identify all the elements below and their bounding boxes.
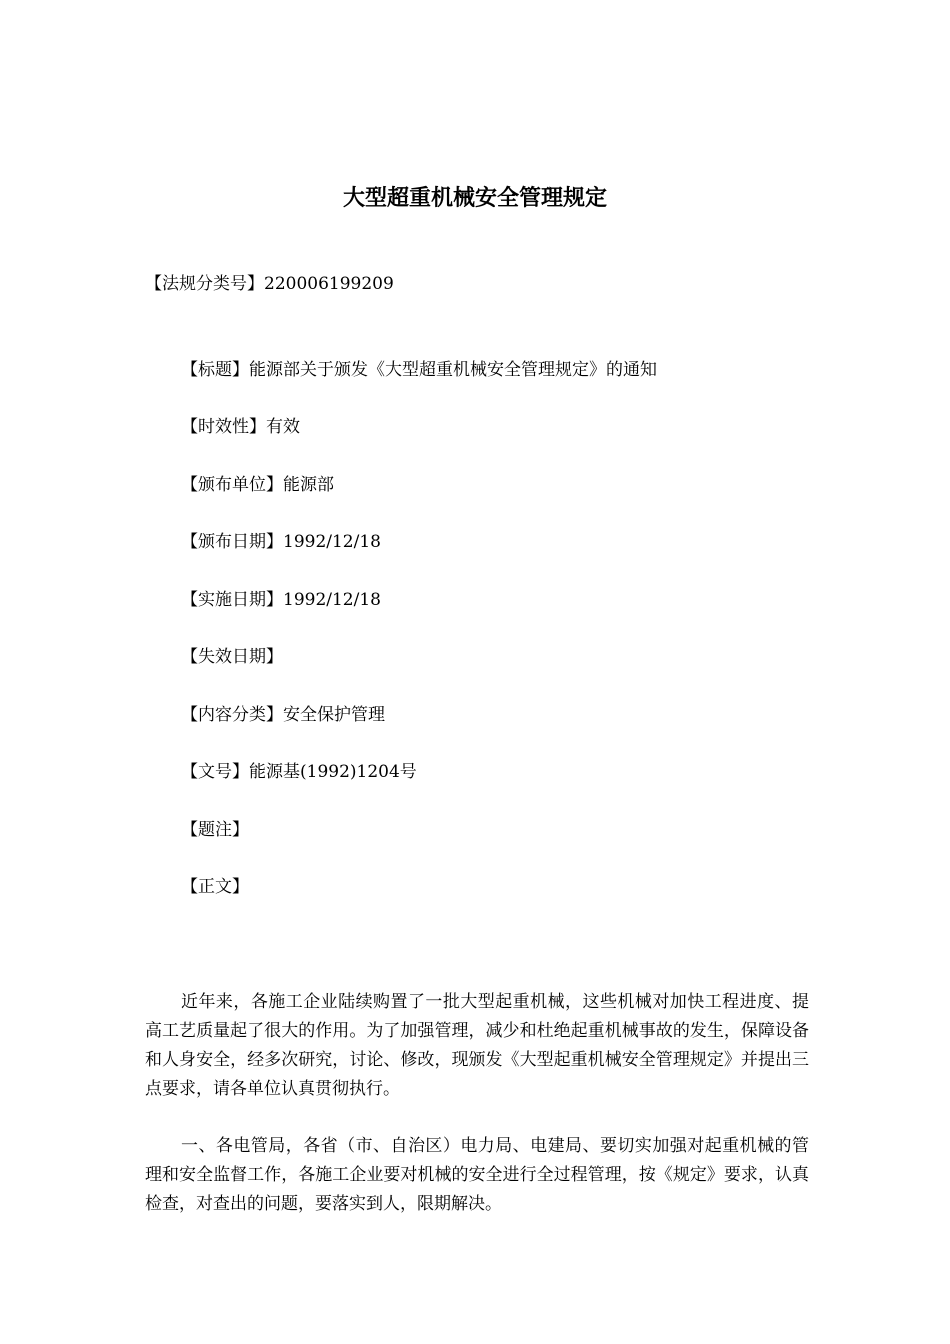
- field-expiry-date: 【失效日期】: [181, 647, 283, 667]
- field-effective-date: 【实施日期】1992/12/18: [181, 590, 381, 610]
- field-issuing-unit: 【颁布单位】能源部: [181, 475, 334, 495]
- body-paragraph-1: 近年来，各施工企业陆续购置了一批大型起重机械，这些机械对加快工程进度、提高工艺质量起了很大的作用。为了加强管理，减少和杜绝起重机械事故的发生，保障设备和人身安全，经多次研究，讨论、修改，现颁发《大型起重机械安全管理规定》并提出三点要求，请各单位认真贯彻执行。: [145, 992, 809, 1099]
- field-content-category: 【内容分类】安全保护管理: [181, 705, 385, 725]
- field-document-number: 【文号】能源基(1992)1204号: [181, 762, 417, 782]
- body-paragraph-2: 一、各电管局，各省（市、自治区）电力局、电建局、要切实加强对起重机械的管理和安全监督工作，各施工企业要对机械的安全进行全过程管理，按《规定》要求，认真检查，对查出的问题，要落实到人，限期解决。: [145, 1136, 809, 1214]
- classification-number: 【法规分类号】220006199209: [145, 274, 394, 294]
- field-note: 【题注】: [181, 820, 249, 840]
- document-title: 大型超重机械安全管理规定: [342, 185, 607, 211]
- field-validity: 【时效性】有效: [181, 417, 300, 437]
- field-title: 【标题】能源部关于颁发《大型超重机械安全管理规定》的通知: [181, 360, 657, 380]
- field-body-heading: 【正文】: [181, 877, 249, 897]
- field-issue-date: 【颁布日期】1992/12/18: [181, 532, 381, 552]
